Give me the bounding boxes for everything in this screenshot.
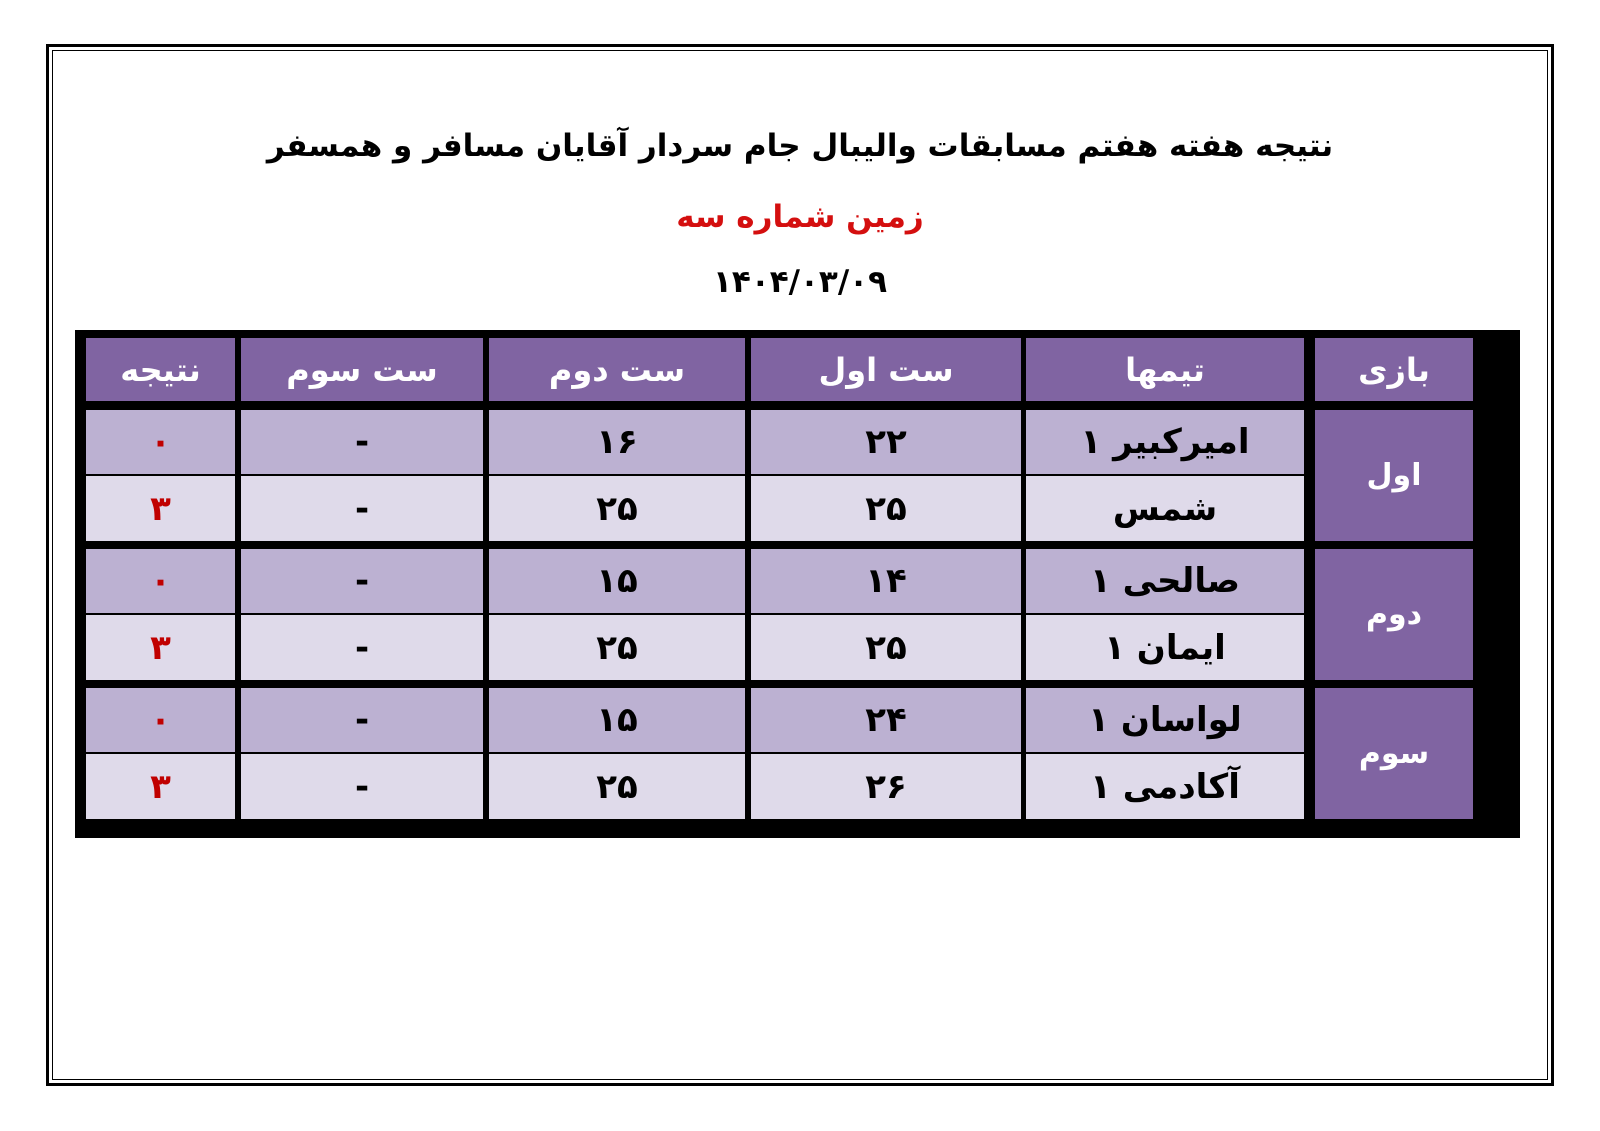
column-header-game: بازی xyxy=(1315,338,1473,401)
result-cell: ۰ xyxy=(86,410,235,474)
column-header-set3: ست سوم xyxy=(241,338,483,401)
result-cell: ۳ xyxy=(86,476,235,541)
column-header-set1: ست اول xyxy=(751,338,1021,401)
team-cell: شمس xyxy=(1026,476,1304,541)
game-label: اول xyxy=(1315,410,1473,541)
result-cell: ۰ xyxy=(86,688,235,752)
result-cell: ۰ xyxy=(86,549,235,613)
set2-cell: ۱۵ xyxy=(489,549,745,613)
set2-cell: ۲۵ xyxy=(489,615,745,680)
set1-cell: ۲۵ xyxy=(751,615,1021,680)
set3-cell: - xyxy=(241,549,483,613)
set1-cell: ۱۴ xyxy=(751,549,1021,613)
page-date: ۱۴۰۴/۰۳/۰۹ xyxy=(712,264,887,300)
team-cell: صالحی ۱ xyxy=(1026,549,1304,613)
results-table xyxy=(75,330,1520,838)
team-cell: لواسان ۱ xyxy=(1026,688,1304,752)
set2-cell: ۱۵ xyxy=(489,688,745,752)
game-label: سوم xyxy=(1315,688,1473,819)
team-cell: امیرکبیر ۱ xyxy=(1026,410,1304,474)
team-cell: آکادمی ۱ xyxy=(1026,754,1304,819)
set1-cell: ۲۴ xyxy=(751,688,1021,752)
set3-cell: - xyxy=(241,754,483,819)
column-header-result: نتیجه xyxy=(86,338,235,401)
set2-cell: ۱۶ xyxy=(489,410,745,474)
set3-cell: - xyxy=(241,410,483,474)
team-cell: ایمان ۱ xyxy=(1026,615,1304,680)
set1-cell: ۲۶ xyxy=(751,754,1021,819)
set1-cell: ۲۲ xyxy=(751,410,1021,474)
result-cell: ۳ xyxy=(86,754,235,819)
set1-cell: ۲۵ xyxy=(751,476,1021,541)
set3-cell: - xyxy=(241,688,483,752)
set2-cell: ۲۵ xyxy=(489,476,745,541)
set3-cell: - xyxy=(241,615,483,680)
set3-cell: - xyxy=(241,476,483,541)
column-header-set2: ست دوم xyxy=(489,338,745,401)
page-title: نتیجه هفته هفتم مسابقات والیبال جام سردار آقایان مسافر و همسفر xyxy=(266,128,1334,164)
game-label: دوم xyxy=(1315,549,1473,680)
page-subtitle: زمین شماره سه xyxy=(676,199,924,235)
set2-cell: ۲۵ xyxy=(489,754,745,819)
column-header-teams: تیمها xyxy=(1026,338,1304,401)
result-cell: ۳ xyxy=(86,615,235,680)
